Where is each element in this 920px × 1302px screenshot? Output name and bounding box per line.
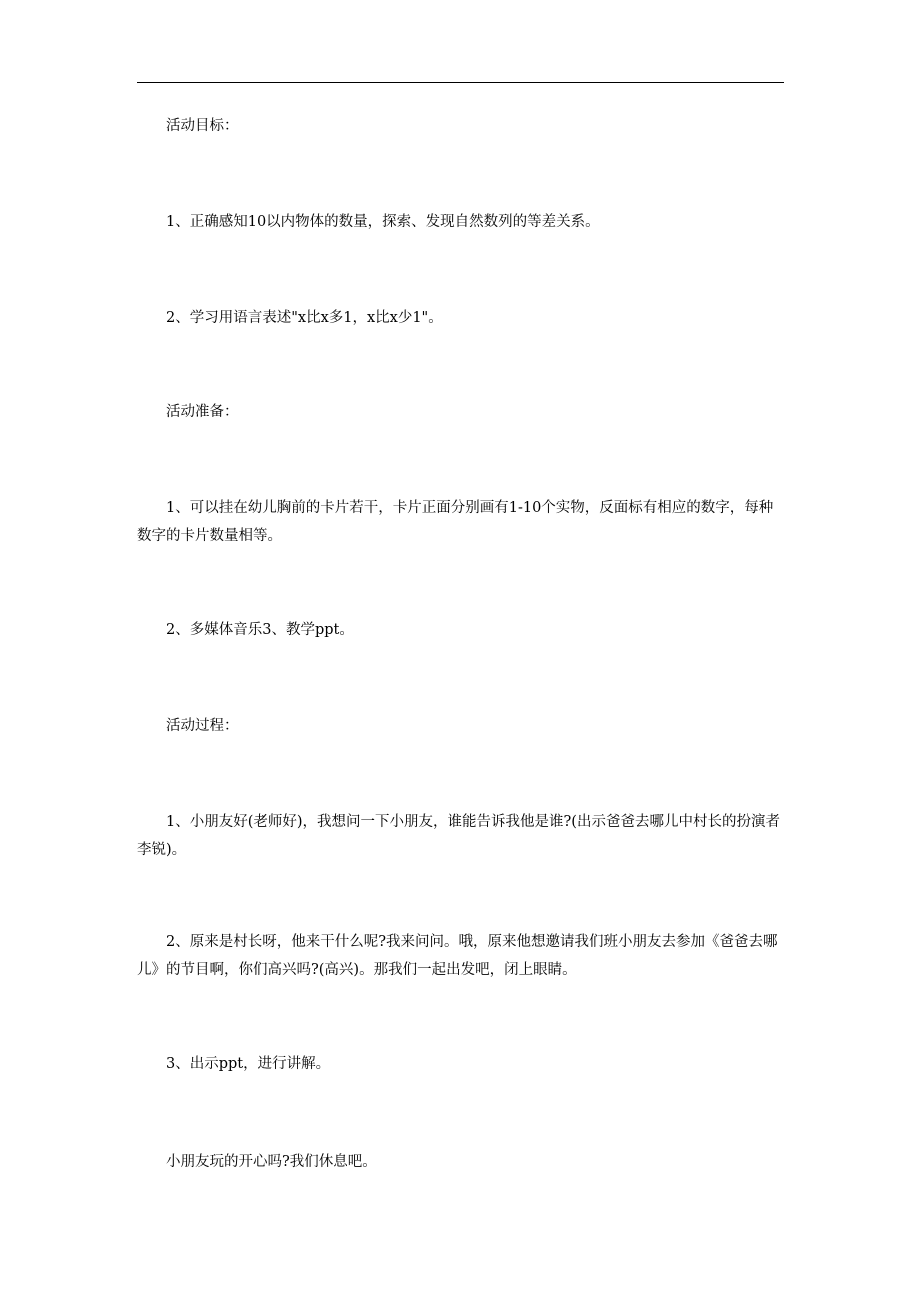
header-rule	[137, 82, 784, 83]
heading-activity-preparation: 活动准备：	[166, 404, 239, 420]
preparation-item-2: 2、多媒体音乐3、教学ppt。	[166, 622, 354, 638]
heading-activity-process: 活动过程：	[166, 718, 239, 734]
goal-item-2: 2、学习用语言表述"x比x多1，x比x少1"。	[166, 310, 443, 326]
closing-line: 小朋友玩的开心吗?我们休息吧。	[166, 1154, 377, 1170]
process-step-2: 2、原来是村长呀，他来干什么呢?我来问问。哦，原来他想邀请我们班小朋友去参加《爸爸去哪儿》的节目啊，你们高兴吗?(高兴)。那我们一起出发吧，闭上眼睛。	[137, 934, 778, 978]
preparation-item-1: 1、可以挂在幼儿胸前的卡片若干，卡片正面分别画有1-10个实物，反面标有相应的数字，每种数字的卡片数量相等。	[137, 500, 774, 544]
goal-item-1: 1、正确感知10以内物体的数量，探索、发现自然数列的等差关系。	[166, 214, 600, 230]
heading-activity-goals: 活动目标：	[166, 118, 239, 134]
process-step-3: 3、出示ppt，进行讲解。	[166, 1056, 331, 1072]
process-step-1: 1、小朋友好(老师好)，我想问一下小朋友，谁能告诉我他是谁?(出示爸爸去哪儿中村长的扮演者李锐)。	[137, 814, 780, 858]
